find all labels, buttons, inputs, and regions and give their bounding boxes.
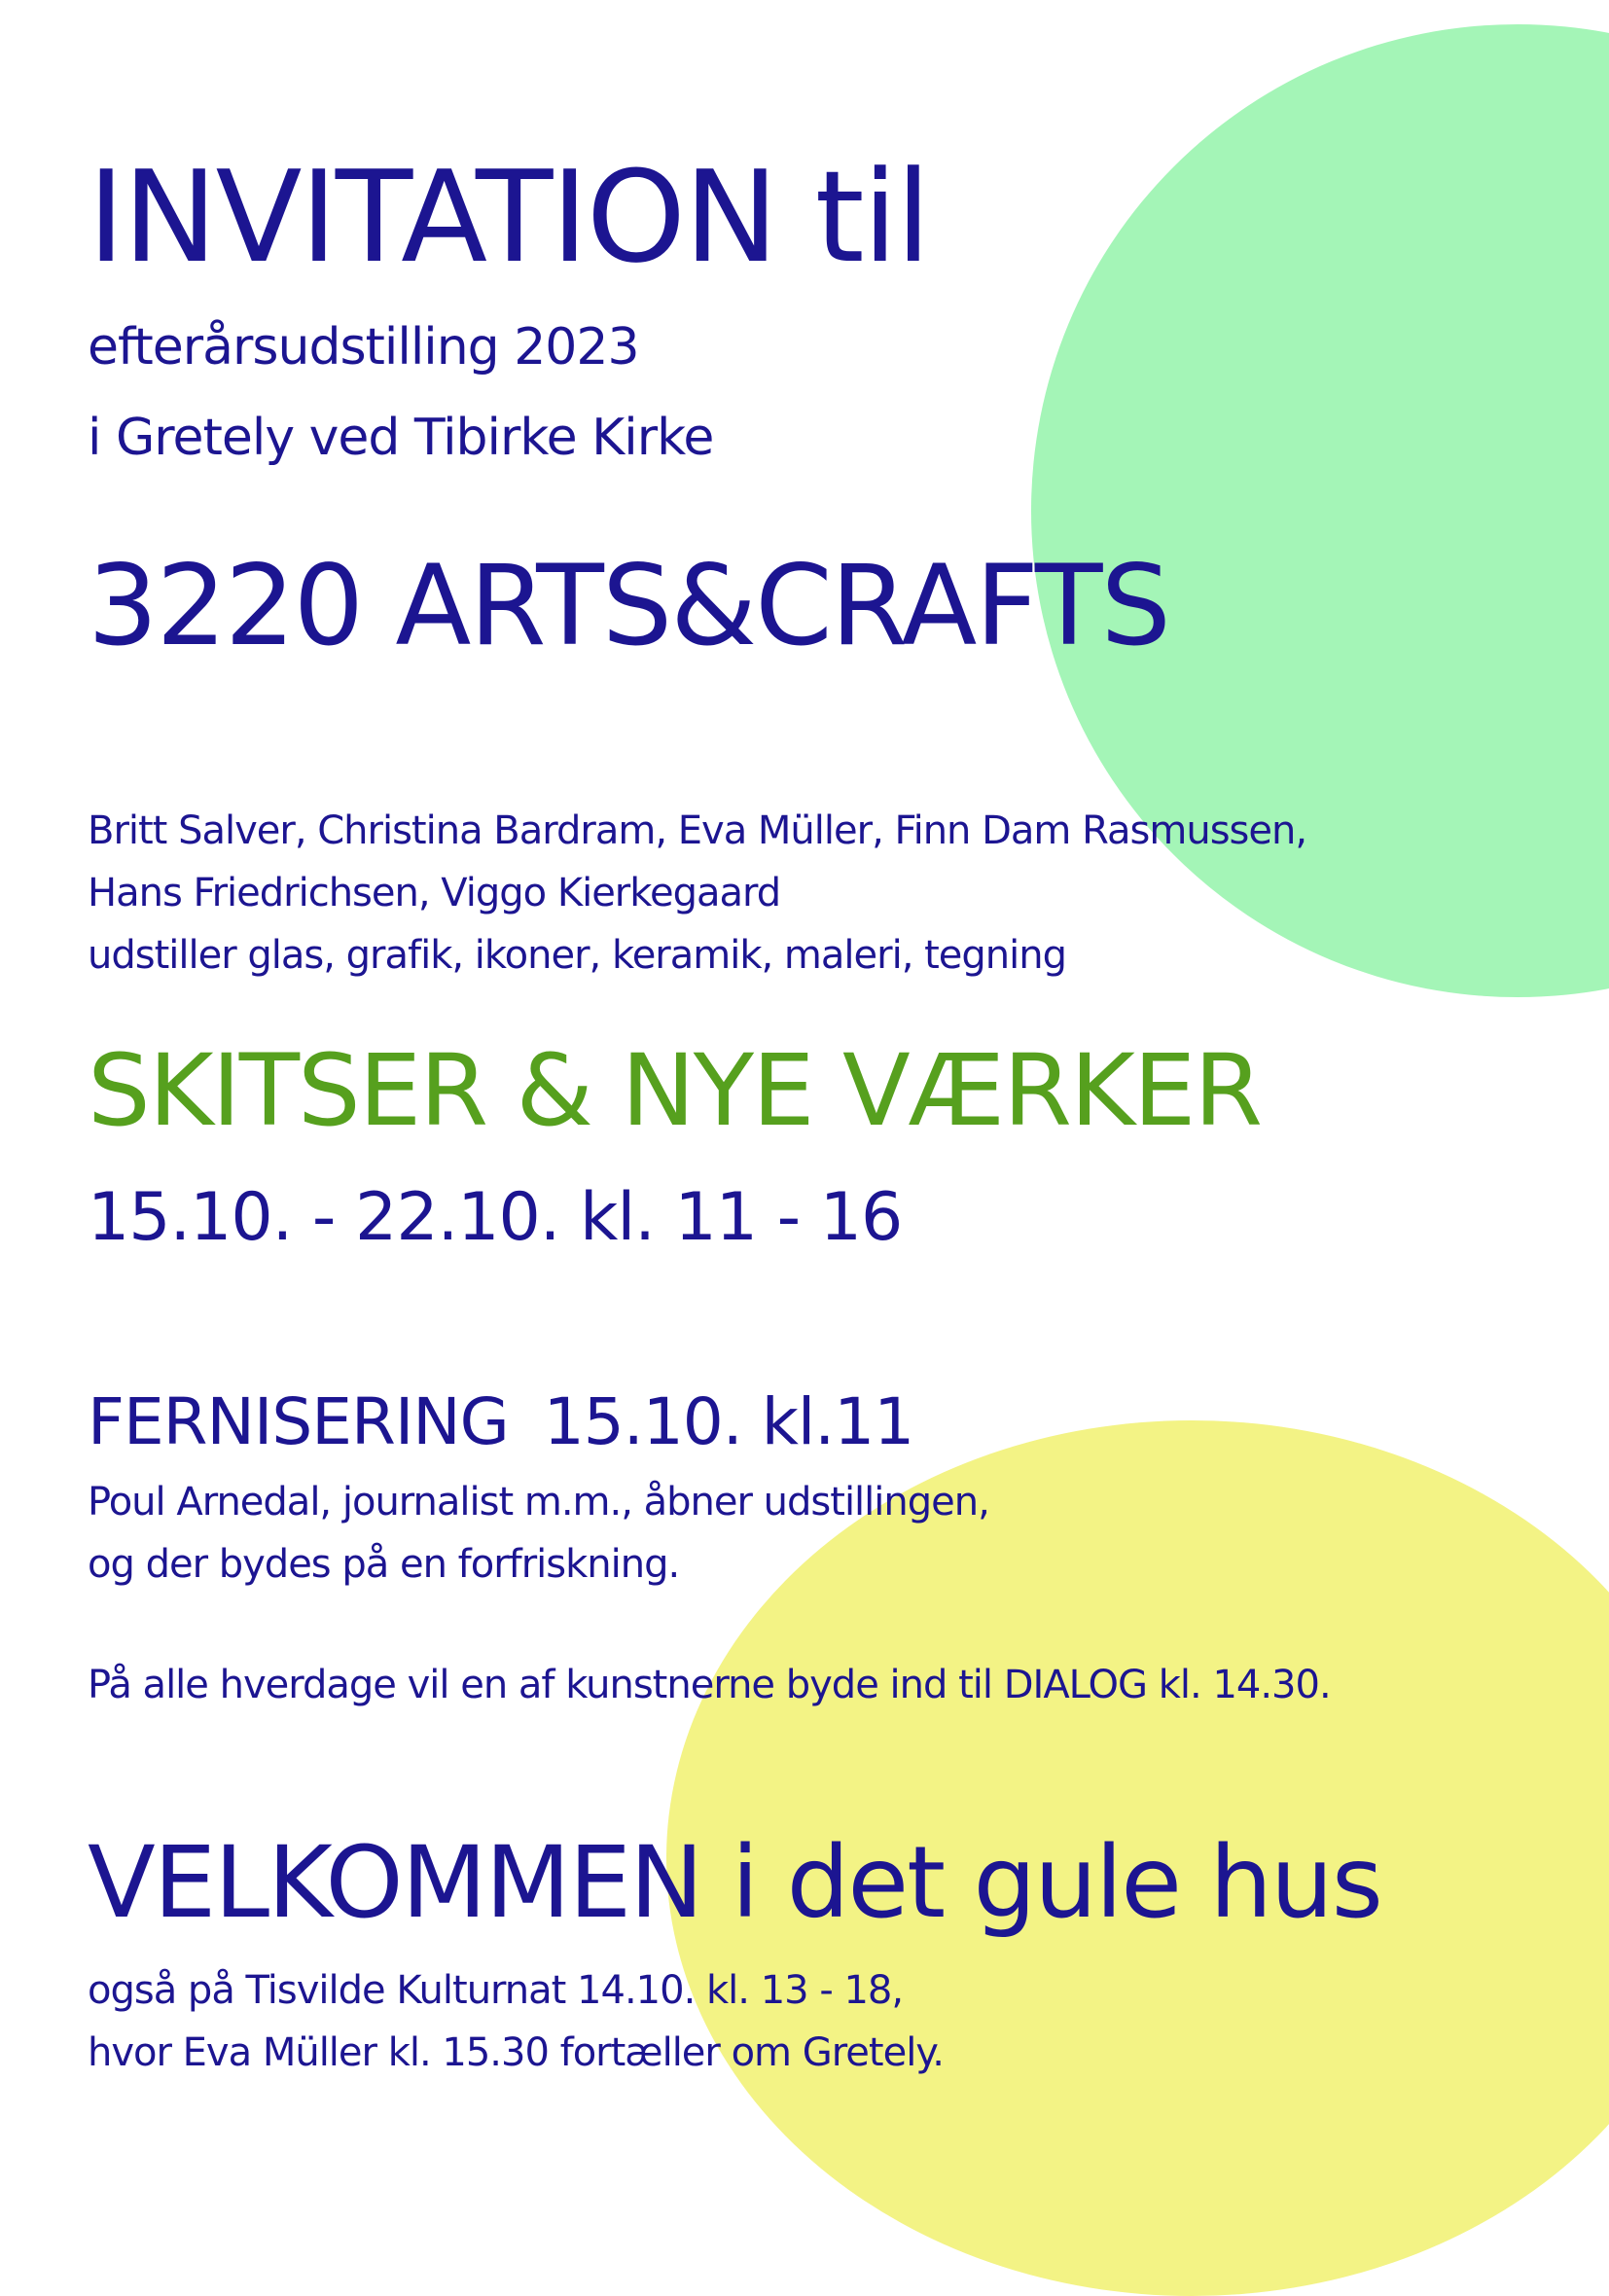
fernisering-line-2: og der bydes på en forfriskning. <box>88 1542 680 1587</box>
invitation-subtitle-exhibition: efterårsudstilling 2023 <box>88 318 639 377</box>
artists-block <box>88 800 1306 987</box>
exhibition-title: SKITSER & NYE VÆRKER <box>88 1033 1262 1149</box>
welcome-line-2: hvor Eva Müller kl. 15.30 fortæller om Gretely. <box>88 2030 944 2075</box>
fernisering-label: FERNISERING <box>88 1384 509 1459</box>
exhibition-dates: 15.10. - 22.10. kl. 11 - 16 <box>88 1179 903 1256</box>
invitation-title: INVITATION til <box>88 143 929 291</box>
welcome-line-1: også på Tisvilde Kulturnat 14.10. kl. 13 - 18, <box>88 1968 904 2013</box>
fernisering-description <box>88 1471 989 1596</box>
group-name-heading: 3220 ARTS&CRAFTS <box>88 541 1169 670</box>
media-line: udstiller glas, grafik, ikoner, keramik, maleri, tegning <box>88 933 1067 978</box>
fernisering-heading <box>88 1381 913 1463</box>
fernisering-line-1: Poul Arnedal, journalist m.m., åbner udstillingen, <box>88 1480 989 1525</box>
dialog-info: På alle hverdage vil en af kunstnerne byde ind til DIALOG kl. 14.30. <box>88 1663 1331 1707</box>
artists-line-1: Britt Salver, Christina Bardram, Eva Müller, Finn Dam Rasmussen, <box>88 808 1307 853</box>
artists-line-2: Hans Friedrichsen, Viggo Kierkegaard <box>88 871 781 915</box>
invitation-subtitle-location: i Gretely ved Tibirke Kirke <box>88 409 714 467</box>
welcome-description <box>88 1959 944 2084</box>
fernisering-datetime: 15.10. kl.11 <box>543 1384 914 1459</box>
welcome-heading: VELKOMMEN i det gule hus <box>88 1825 1381 1941</box>
